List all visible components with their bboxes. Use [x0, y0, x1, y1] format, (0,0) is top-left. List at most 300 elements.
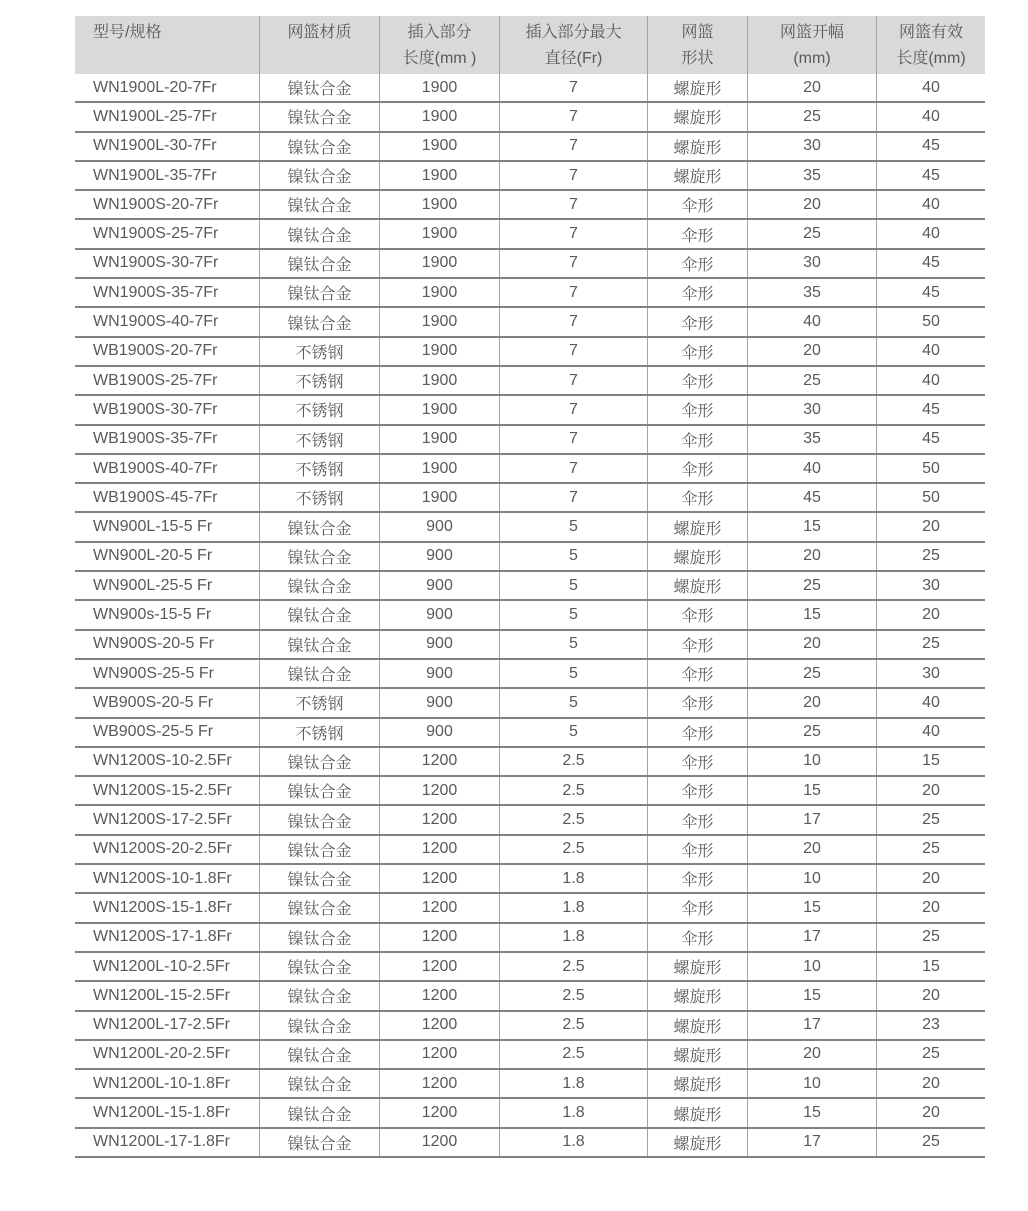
table-cell: WN900S-20-5 Fr [75, 631, 260, 658]
table-cell: 20 [748, 1041, 877, 1068]
table-row [75, 777, 985, 806]
table-cell: WN900L-15-5 Fr [75, 513, 260, 540]
table-row [75, 133, 985, 162]
table-cell: 伞形 [648, 191, 748, 218]
table-row [75, 103, 985, 132]
table-cell: WN1200S-17-2.5Fr [75, 806, 260, 833]
table-cell: 45 [922, 137, 940, 155]
table-cell: 900 [380, 513, 500, 540]
table-cell: 35 [748, 279, 877, 306]
table-cell: 镍钛合金 [260, 191, 380, 218]
table-cell: 1200 [380, 836, 500, 863]
table-cell: 镍钛合金 [260, 924, 380, 951]
table-cell: WN1200S-10-2.5Fr [75, 748, 260, 775]
table-cell: 镍钛合金 [260, 865, 380, 892]
table-cell: 伞形 [648, 836, 748, 863]
table-cell: 45 [922, 400, 940, 418]
table-cell: 1.8 [500, 924, 648, 951]
table-cell: 25 [922, 547, 940, 565]
table-cell: WN1200S-15-2.5Fr [75, 777, 260, 804]
table-cell: 螺旋形 [648, 982, 748, 1009]
table-cell: 1200 [380, 777, 500, 804]
column-header-line: 网篮材质 [287, 24, 352, 41]
table-cell: 镍钛合金 [260, 572, 380, 599]
column-header-line: 网篮 [681, 24, 714, 41]
table-cell: 7 [500, 338, 648, 365]
table-cell: 7 [500, 279, 648, 306]
table-cell: 900 [380, 660, 500, 687]
table-cell: WB1900S-40-7Fr [75, 455, 260, 482]
table-cell: 30 [922, 576, 940, 594]
table-cell: 30 [922, 664, 940, 682]
table-row [75, 836, 985, 865]
table-cell: 2.5 [500, 836, 648, 863]
table-cell: 螺旋形 [648, 1099, 748, 1126]
table-cell: 45 [922, 283, 940, 301]
table-cell: 1900 [380, 308, 500, 335]
table-cell: 1900 [380, 220, 500, 247]
table-cell: 10 [748, 748, 877, 775]
table-cell: 7 [500, 250, 648, 277]
table-cell: 15 [748, 1099, 877, 1126]
table-cell: 40 [922, 78, 940, 96]
table-cell: 7 [500, 396, 648, 423]
table-cell: 40 [922, 723, 940, 741]
table-cell: 2.5 [500, 953, 648, 980]
table-cell: 镍钛合金 [260, 982, 380, 1009]
table-cell: 伞形 [648, 220, 748, 247]
table-cell: 40 [922, 693, 940, 711]
table-cell: 1.8 [500, 1099, 648, 1126]
table-cell: 1900 [380, 396, 500, 423]
table-cell: 5 [500, 513, 648, 540]
table-cell: 50 [922, 488, 940, 506]
table-row [75, 601, 985, 630]
column-header-line: 直径(Fr) [544, 50, 603, 67]
table-cell: 不锈钢 [260, 338, 380, 365]
table-cell: 伞形 [648, 806, 748, 833]
table-cell: 15 [748, 513, 877, 540]
table-cell: 20 [922, 1104, 940, 1122]
column-header-line: 插入部分最大 [525, 24, 622, 41]
table-cell: 1200 [380, 1012, 500, 1039]
table-cell: WN1900L-25-7Fr [75, 103, 260, 130]
table-cell: 25 [922, 840, 940, 858]
table-cell: WN1900S-30-7Fr [75, 250, 260, 277]
table-cell: 7 [500, 220, 648, 247]
table-cell: 螺旋形 [648, 1070, 748, 1097]
table-row [75, 191, 985, 220]
column-header [75, 16, 260, 74]
table-cell: 900 [380, 689, 500, 716]
table-cell: 1200 [380, 1099, 500, 1126]
table-cell: 镍钛合金 [260, 1041, 380, 1068]
table-cell: 10 [748, 865, 877, 892]
table-cell: WB1900S-30-7Fr [75, 396, 260, 423]
table-cell: 35 [748, 426, 877, 453]
table-cell: 20 [922, 605, 940, 623]
table-cell: 1200 [380, 894, 500, 921]
table-cell: 伞形 [648, 338, 748, 365]
table-row [75, 74, 985, 103]
header-row [75, 16, 985, 74]
table-cell: 1200 [380, 806, 500, 833]
table-cell: 40 [922, 225, 940, 243]
table-cell: 7 [500, 484, 648, 511]
table-cell: 1200 [380, 1041, 500, 1068]
table-row [75, 894, 985, 923]
table-cell: 40 [922, 342, 940, 360]
table-cell: WB1900S-20-7Fr [75, 338, 260, 365]
column-header [748, 16, 877, 74]
table-cell: 900 [380, 631, 500, 658]
table-cell: 螺旋形 [648, 162, 748, 189]
table-cell: 7 [500, 367, 648, 394]
table-cell: 伞形 [648, 426, 748, 453]
table-row [75, 953, 985, 982]
table-cell: 伞形 [648, 719, 748, 746]
table-row [75, 250, 985, 279]
table-cell: 镍钛合金 [260, 279, 380, 306]
table-cell: 20 [748, 191, 877, 218]
table-row [75, 1041, 985, 1070]
table-cell: 25 [748, 660, 877, 687]
table-cell: 1.8 [500, 894, 648, 921]
table-row [75, 484, 985, 513]
table-cell: 20 [748, 74, 877, 101]
table-cell: 镍钛合金 [260, 1070, 380, 1097]
table-cell: 40 [922, 107, 940, 125]
table-row [75, 1129, 985, 1158]
table-body [75, 74, 985, 1158]
table-cell: 7 [500, 74, 648, 101]
table-cell: 镍钛合金 [260, 806, 380, 833]
table-cell: 镍钛合金 [260, 308, 380, 335]
table-cell: 1900 [380, 162, 500, 189]
table-cell: 螺旋形 [648, 1012, 748, 1039]
table-cell: 7 [500, 426, 648, 453]
table-cell: 镍钛合金 [260, 133, 380, 160]
table-cell: WN1200S-10-1.8Fr [75, 865, 260, 892]
table-cell: 螺旋形 [648, 133, 748, 160]
table-cell: 1900 [380, 367, 500, 394]
table-cell: 25 [748, 719, 877, 746]
table-cell: 17 [748, 924, 877, 951]
table-cell: 20 [922, 518, 940, 536]
table-cell: 不锈钢 [260, 719, 380, 746]
table-cell: 镍钛合金 [260, 1129, 380, 1156]
table-cell: 1900 [380, 455, 500, 482]
table-cell: WB1900S-25-7Fr [75, 367, 260, 394]
table-cell: WN1900L-20-7Fr [75, 74, 260, 101]
table-cell: 2.5 [500, 1041, 648, 1068]
table-row [75, 543, 985, 572]
table-cell: 不锈钢 [260, 367, 380, 394]
table-cell: 伞形 [648, 660, 748, 687]
table-cell: 25 [922, 1045, 940, 1063]
column-header-line: 插入部分 [407, 24, 472, 41]
table-cell: 螺旋形 [648, 1041, 748, 1068]
table-cell: 20 [748, 543, 877, 570]
table-row [75, 367, 985, 396]
table-cell: 20 [748, 689, 877, 716]
table-cell: WN1200S-15-1.8Fr [75, 894, 260, 921]
column-header-line: 形状 [681, 50, 714, 67]
table-cell: 伞形 [648, 689, 748, 716]
table-cell: 5 [500, 572, 648, 599]
table-cell: 1.8 [500, 865, 648, 892]
table-cell: 1900 [380, 338, 500, 365]
table-cell: 1200 [380, 865, 500, 892]
table-cell: WN1900L-30-7Fr [75, 133, 260, 160]
table-cell: WN1200S-20-2.5Fr [75, 836, 260, 863]
table-cell: 2.5 [500, 777, 648, 804]
table-row [75, 689, 985, 718]
table-cell: 不锈钢 [260, 455, 380, 482]
column-header-line: 长度(mm ) [402, 50, 477, 67]
table-row [75, 924, 985, 953]
table-cell: 25 [922, 1133, 940, 1151]
table-cell: 螺旋形 [648, 513, 748, 540]
table-cell: WN900L-25-5 Fr [75, 572, 260, 599]
table-cell: 镍钛合金 [260, 748, 380, 775]
table-cell: 5 [500, 660, 648, 687]
table-cell: WN900S-25-5 Fr [75, 660, 260, 687]
table-cell: WN1200L-15-1.8Fr [75, 1099, 260, 1126]
table-cell: 1200 [380, 924, 500, 951]
table-cell: 7 [500, 191, 648, 218]
table-cell: 镍钛合金 [260, 513, 380, 540]
table-cell: 螺旋形 [648, 953, 748, 980]
table-cell: 5 [500, 601, 648, 628]
table-cell: 20 [748, 338, 877, 365]
column-header-line: 长度(mm) [896, 50, 966, 67]
table-cell: 40 [748, 455, 877, 482]
column-header [500, 16, 648, 74]
column-header-line: 型号/规格 [93, 24, 162, 41]
column-header [380, 16, 500, 74]
table-cell: 不锈钢 [260, 689, 380, 716]
table-row [75, 572, 985, 601]
table-cell: 1900 [380, 103, 500, 130]
spec-table [75, 16, 985, 1158]
table-cell: 5 [500, 631, 648, 658]
table-cell: 伞形 [648, 484, 748, 511]
table-cell: 镍钛合金 [260, 777, 380, 804]
table-cell: WN1200L-17-2.5Fr [75, 1012, 260, 1039]
table-cell: 20 [922, 869, 940, 887]
table-cell: WN1900S-20-7Fr [75, 191, 260, 218]
table-cell: 20 [922, 1074, 940, 1092]
table-cell: 镍钛合金 [260, 894, 380, 921]
table-cell: 15 [748, 982, 877, 1009]
table-cell: WN1200S-17-1.8Fr [75, 924, 260, 951]
table-row [75, 806, 985, 835]
table-cell: 伞形 [648, 924, 748, 951]
column-header [260, 16, 380, 74]
table-cell: 伞形 [648, 279, 748, 306]
table-cell: 25 [748, 367, 877, 394]
table-cell: 伞形 [648, 250, 748, 277]
table-cell: 15 [748, 601, 877, 628]
table-cell: 镍钛合金 [260, 103, 380, 130]
table-row [75, 426, 985, 455]
table-cell: 1900 [380, 191, 500, 218]
table-row [75, 748, 985, 777]
table-cell: 镍钛合金 [260, 1012, 380, 1039]
table-cell: 45 [922, 166, 940, 184]
table-cell: 1900 [380, 74, 500, 101]
table-cell: WB1900S-45-7Fr [75, 484, 260, 511]
table-cell: WN1200L-17-1.8Fr [75, 1129, 260, 1156]
table-cell: 1200 [380, 1129, 500, 1156]
table-row [75, 1012, 985, 1041]
table-cell: 伞形 [648, 631, 748, 658]
table-cell: 伞形 [648, 308, 748, 335]
table-cell: 1200 [380, 748, 500, 775]
column-header-line: (mm) [793, 50, 831, 67]
table-cell: 900 [380, 543, 500, 570]
table-cell: 镍钛合金 [260, 74, 380, 101]
table-cell: 伞形 [648, 748, 748, 775]
table-cell: 25 [922, 928, 940, 946]
table-row [75, 396, 985, 425]
table-cell: 1200 [380, 1070, 500, 1097]
table-cell: WB900S-20-5 Fr [75, 689, 260, 716]
table-cell: 5 [500, 543, 648, 570]
table-cell: 7 [500, 455, 648, 482]
table-cell: 镍钛合金 [260, 1099, 380, 1126]
table-row [75, 631, 985, 660]
table-cell: 17 [748, 1129, 877, 1156]
table-row [75, 513, 985, 542]
table-cell: 25 [922, 635, 940, 653]
table-cell: 23 [922, 1016, 940, 1034]
table-cell: 镍钛合金 [260, 220, 380, 247]
column-header [648, 16, 748, 74]
table-cell: 900 [380, 572, 500, 599]
table-cell: 10 [748, 953, 877, 980]
table-cell: 7 [500, 162, 648, 189]
table-cell: 伞形 [648, 367, 748, 394]
table-cell: 螺旋形 [648, 74, 748, 101]
table-cell: 2.5 [500, 1012, 648, 1039]
table-cell: WB1900S-35-7Fr [75, 426, 260, 453]
table-cell: WN1200L-20-2.5Fr [75, 1041, 260, 1068]
table-cell: 7 [500, 133, 648, 160]
table-cell: 螺旋形 [648, 103, 748, 130]
table-cell: 镍钛合金 [260, 631, 380, 658]
table-cell: 15 [922, 957, 940, 975]
table-cell: 40 [922, 195, 940, 213]
table-row [75, 1099, 985, 1128]
table-cell: 镍钛合金 [260, 601, 380, 628]
table-cell: 1900 [380, 426, 500, 453]
table-cell: 35 [748, 162, 877, 189]
table-cell: 伞形 [648, 894, 748, 921]
table-cell: 1.8 [500, 1129, 648, 1156]
table-cell: 伞形 [648, 777, 748, 804]
table-cell: 7 [500, 308, 648, 335]
table-cell: 不锈钢 [260, 396, 380, 423]
table-cell: 5 [500, 719, 648, 746]
table-row [75, 308, 985, 337]
table-cell: 25 [922, 811, 940, 829]
table-cell: 镍钛合金 [260, 953, 380, 980]
table-cell: 2.5 [500, 748, 648, 775]
table-cell: 900 [380, 719, 500, 746]
table-cell: 1200 [380, 982, 500, 1009]
table-cell: 45 [748, 484, 877, 511]
table-cell: 螺旋形 [648, 572, 748, 599]
table-cell: 镍钛合金 [260, 162, 380, 189]
table-cell: 50 [922, 313, 940, 331]
table-cell: 不锈钢 [260, 484, 380, 511]
table-cell: 45 [922, 430, 940, 448]
table-cell: 1900 [380, 484, 500, 511]
table-cell: 伞形 [648, 865, 748, 892]
table-cell: 伞形 [648, 396, 748, 423]
table-cell: 17 [748, 806, 877, 833]
table-cell: 10 [748, 1070, 877, 1097]
table-row [75, 865, 985, 894]
table-cell: 17 [748, 1012, 877, 1039]
table-cell: 1200 [380, 953, 500, 980]
table-cell: 900 [380, 601, 500, 628]
table-cell: 20 [922, 781, 940, 799]
table-cell: 伞形 [648, 455, 748, 482]
table-cell: 7 [500, 103, 648, 130]
table-row [75, 338, 985, 367]
table-cell: WN1900S-40-7Fr [75, 308, 260, 335]
table-cell: 镍钛合金 [260, 250, 380, 277]
table-cell: WN1900S-35-7Fr [75, 279, 260, 306]
table-row [75, 220, 985, 249]
table-cell: WB900S-25-5 Fr [75, 719, 260, 746]
table-cell: WN1200L-10-2.5Fr [75, 953, 260, 980]
table-cell: 1900 [380, 279, 500, 306]
table-cell: 15 [748, 777, 877, 804]
table-row [75, 455, 985, 484]
table-cell: 1.8 [500, 1070, 648, 1097]
table-cell: WN1900L-35-7Fr [75, 162, 260, 189]
column-header [877, 16, 985, 74]
table-cell: 15 [748, 894, 877, 921]
column-header-line: 网篮有效 [898, 24, 963, 41]
table-cell: 20 [748, 836, 877, 863]
table-cell: 螺旋形 [648, 543, 748, 570]
table-cell: 40 [922, 371, 940, 389]
table-row [75, 279, 985, 308]
table-cell: 30 [748, 133, 877, 160]
table-cell: 30 [748, 250, 877, 277]
table-cell: WN900s-15-5 Fr [75, 601, 260, 628]
table-cell: 25 [748, 220, 877, 247]
table-row [75, 660, 985, 689]
table-cell: 50 [922, 459, 940, 477]
table-cell: 45 [922, 254, 940, 272]
table-cell: 镍钛合金 [260, 543, 380, 570]
table-row [75, 1070, 985, 1099]
table-cell: 2.5 [500, 982, 648, 1009]
table-cell: 30 [748, 396, 877, 423]
table-cell: 1900 [380, 250, 500, 277]
table-row [75, 719, 985, 748]
table-cell: 20 [922, 986, 940, 1004]
table-cell: WN1200L-15-2.5Fr [75, 982, 260, 1009]
table-row [75, 162, 985, 191]
table-row [75, 982, 985, 1011]
